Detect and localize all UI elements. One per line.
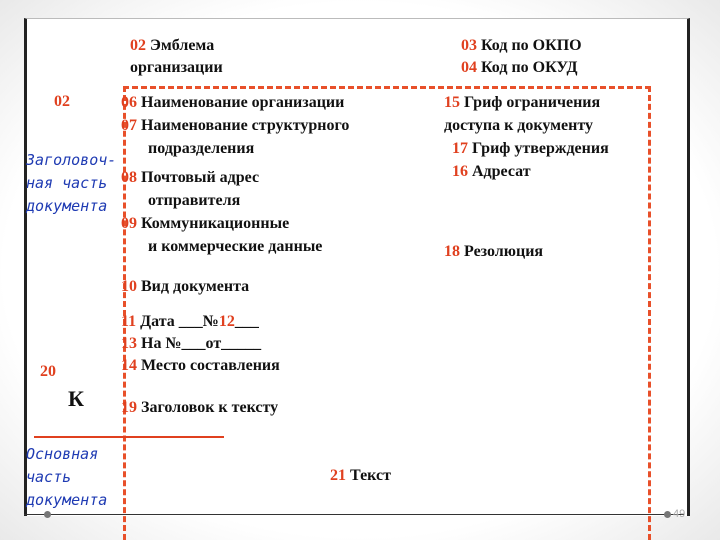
main-part-line1: Основная — [26, 445, 99, 463]
field-10 — [121, 275, 249, 298]
main-part-line2: часть — [26, 468, 72, 486]
right-bullet-dot — [664, 511, 671, 518]
field-08-text: Почтовый адрес — [141, 169, 260, 186]
left-num-02-value: 02 — [54, 93, 70, 110]
field-09-cont: и коммерческие данные — [148, 238, 323, 255]
field-08-cont: отправителя — [148, 192, 241, 209]
field-19-text: Заголовок к тексту — [141, 399, 279, 416]
emblem-num: 02 — [130, 37, 146, 54]
field-06-text: Наименование организации — [141, 94, 345, 111]
left-num-20 — [40, 360, 56, 383]
field-15-text: Гриф ограничения — [464, 94, 601, 111]
header-part-line1: Заголовоч- — [26, 151, 117, 169]
field-18-num: 18 — [444, 243, 460, 260]
field-08-num: 08 — [121, 169, 137, 186]
field-15 — [444, 91, 600, 114]
field-15-cont: доступа к документу — [444, 117, 594, 134]
field-16-text: Адресат — [472, 163, 531, 180]
page-number: 49 — [673, 508, 686, 520]
field-13-num: 13 — [121, 335, 137, 352]
field-07-text: Наименование структурного — [141, 117, 350, 134]
emblem-line1 — [130, 34, 214, 57]
field-16-num: 16 — [452, 163, 468, 180]
field-14-num: 14 — [121, 357, 137, 374]
emblem-line2: организации — [130, 59, 223, 76]
field-06-num: 06 — [121, 94, 137, 111]
field-21 — [330, 464, 391, 487]
left-num-02 — [54, 90, 70, 113]
field-09-num: 09 — [121, 215, 137, 232]
divider-rule — [34, 436, 224, 438]
field-11-num: 11 — [121, 313, 137, 330]
okpo-text: Код по ОКПО — [481, 37, 582, 54]
field-18 — [444, 240, 543, 263]
field-18-text: Резолюция — [464, 243, 544, 260]
field-13 — [121, 332, 261, 355]
field-10-num: 10 — [121, 278, 137, 295]
field-07 — [121, 114, 349, 137]
field-15-num: 15 — [444, 94, 460, 111]
okud-code — [461, 56, 578, 79]
field-17 — [452, 137, 609, 160]
field-09-text: Коммуникационные — [141, 215, 290, 232]
header-part-line2: ная часть — [26, 174, 108, 192]
okpo-code — [461, 34, 582, 57]
field-16 — [452, 160, 531, 183]
left-bullet-dot — [44, 511, 51, 518]
left-num-20-value: 20 — [40, 363, 56, 380]
bottom-rule — [24, 514, 684, 515]
main-part-line3: документа — [26, 491, 108, 509]
field-14 — [121, 354, 280, 377]
emblem-text: Эмблема — [150, 37, 215, 54]
field-12-blank: ___ — [234, 313, 259, 330]
field-07-num: 07 — [121, 117, 137, 134]
k-letter: К — [68, 386, 84, 411]
field-13-text: На №___от_____ — [141, 335, 262, 352]
field-19-num: 19 — [121, 399, 137, 416]
field-09 — [121, 212, 289, 235]
okpo-num: 03 — [461, 37, 477, 54]
field-11-date — [121, 310, 259, 333]
header-part-line3: документа — [26, 197, 108, 215]
field-06 — [121, 91, 344, 114]
field-21-text: Текст — [350, 467, 391, 484]
field-07-cont: подразделения — [148, 140, 255, 157]
field-10-text: Вид документа — [141, 278, 250, 295]
okud-num: 04 — [461, 59, 477, 76]
field-17-text: Гриф утверждения — [472, 140, 609, 157]
field-21-num: 21 — [330, 467, 346, 484]
field-11-text: Дата ___№ — [140, 313, 219, 330]
field-12-num: 12 — [218, 313, 235, 330]
field-14-text: Место составления — [141, 357, 280, 374]
field-17-num: 17 — [452, 140, 468, 157]
field-08 — [121, 166, 259, 189]
okud-text: Код по ОКУД — [481, 59, 578, 76]
field-19 — [121, 396, 278, 419]
